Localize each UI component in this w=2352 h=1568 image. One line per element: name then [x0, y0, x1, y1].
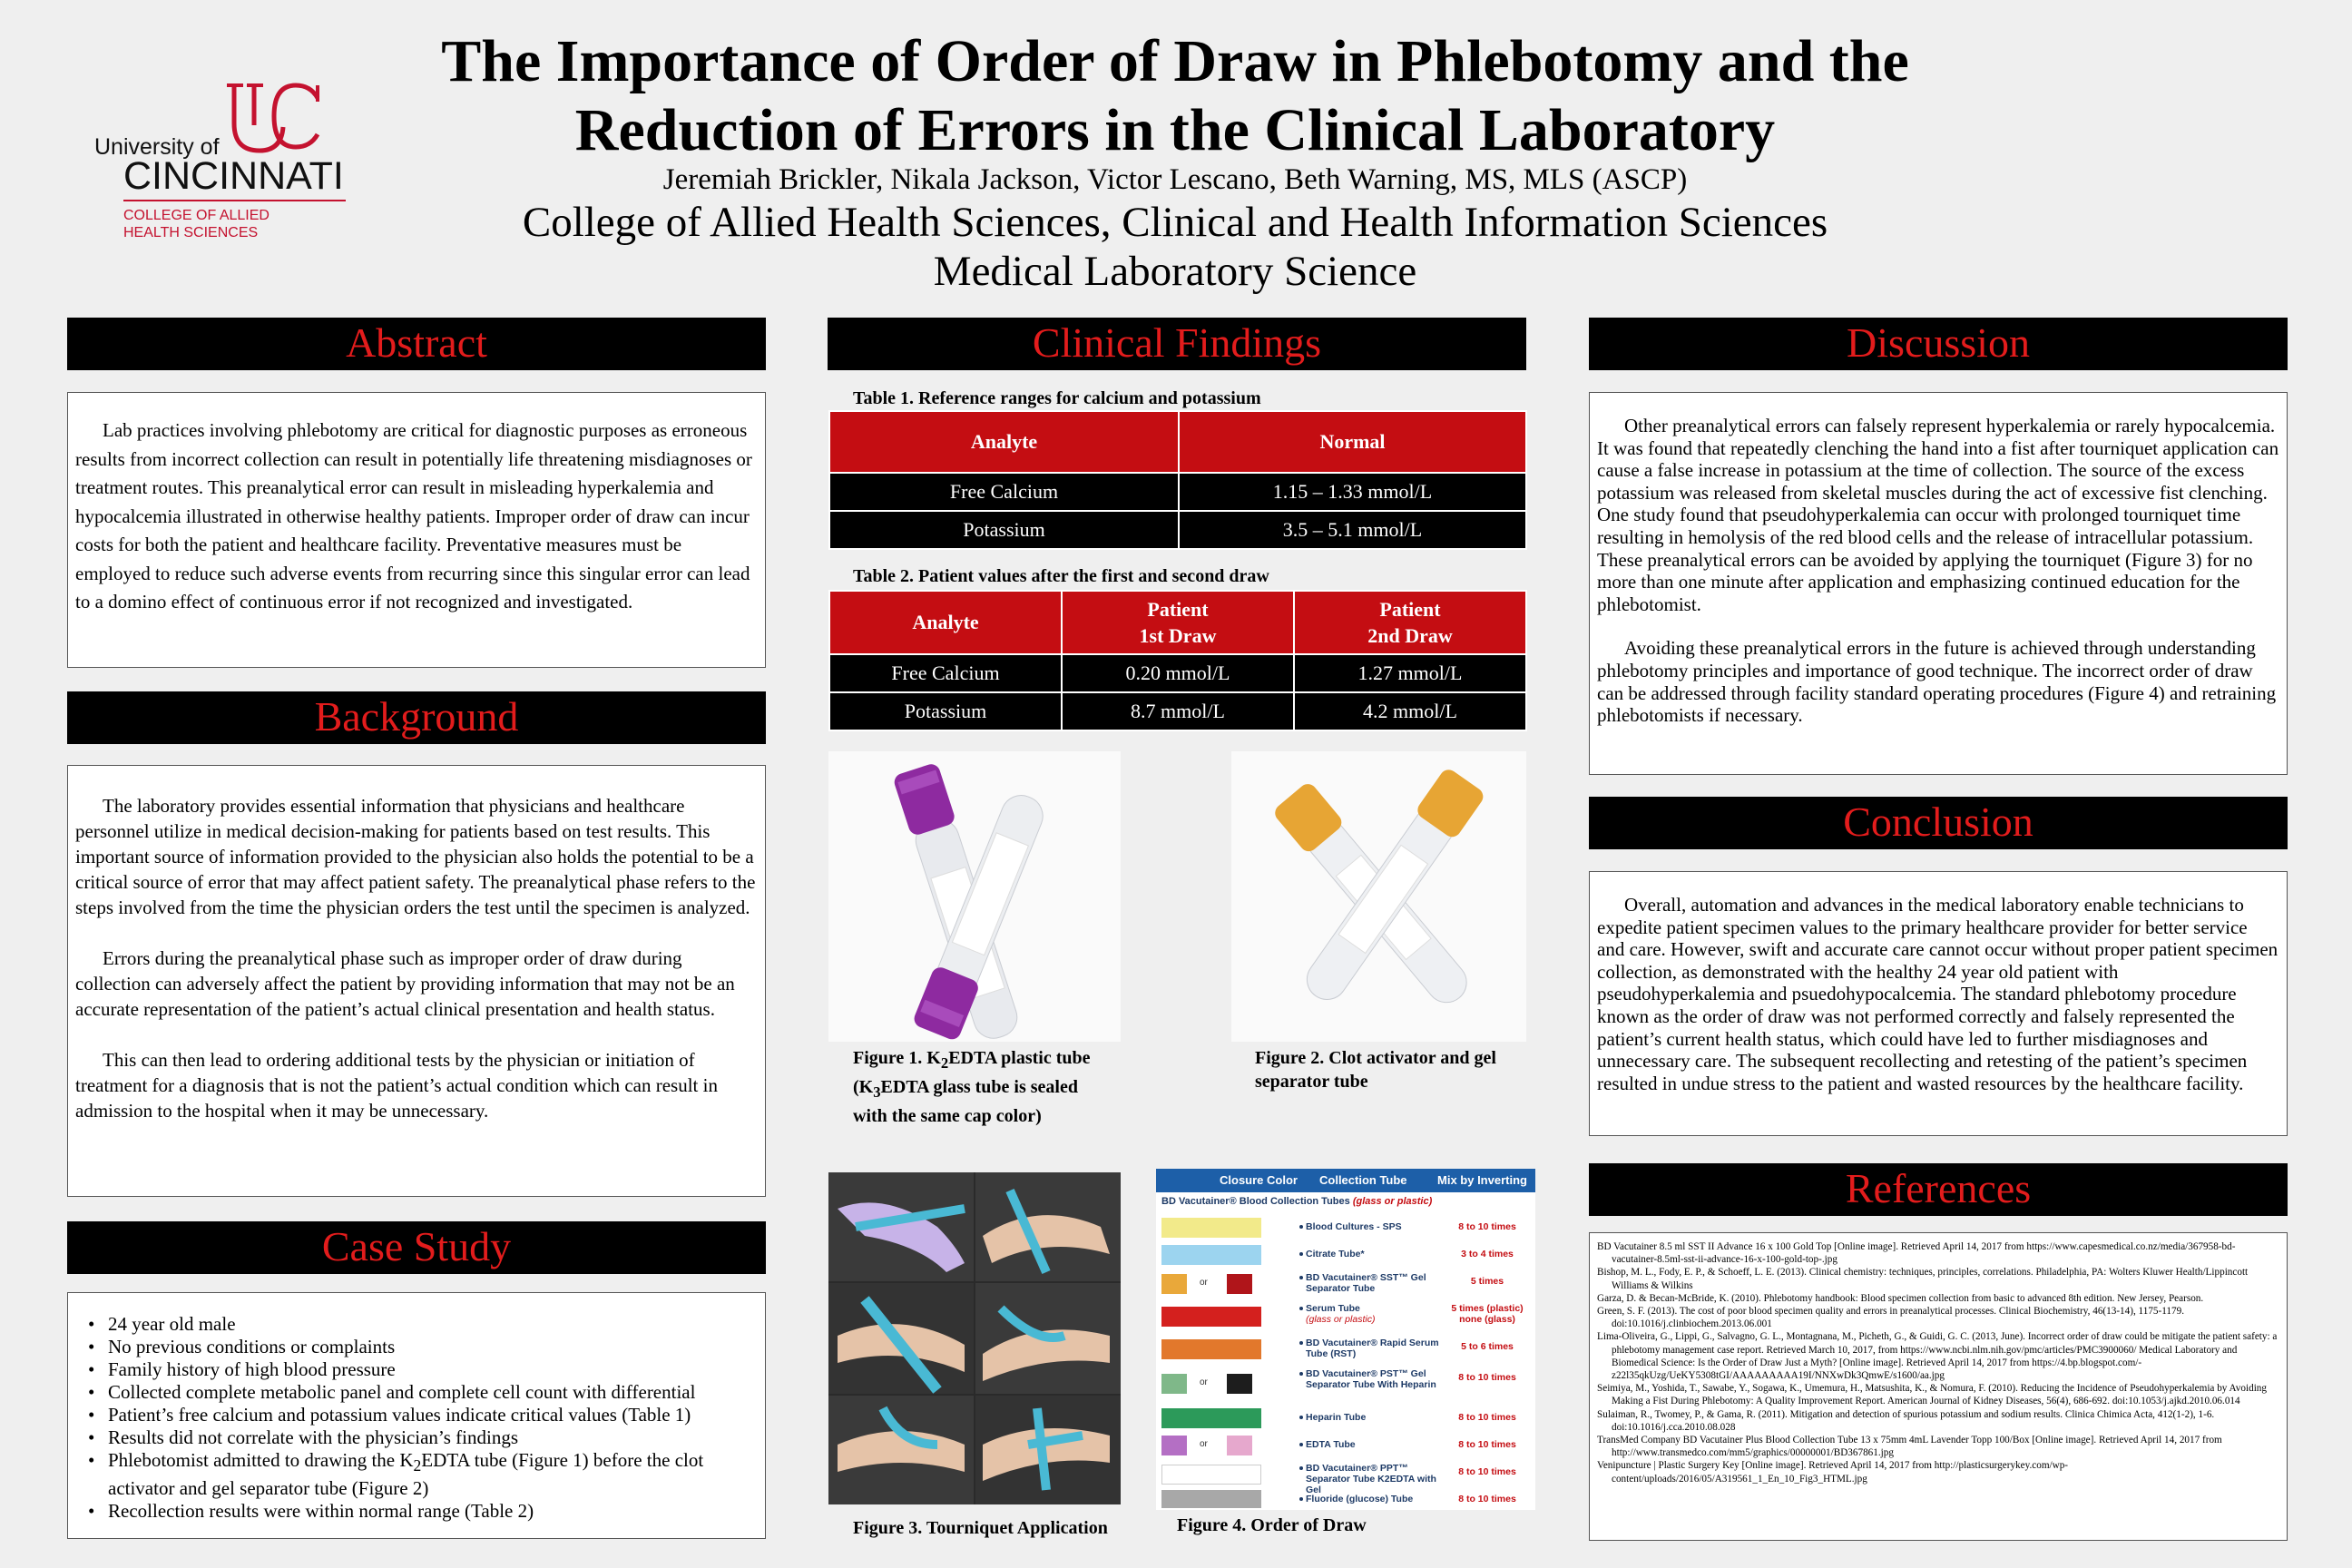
t1-header: Analyte [829, 411, 1179, 473]
order-tube: BD Vacutainer® PST™ Gel Separator Tube With Heparin [1306, 1368, 1436, 1390]
bullet-dot [1299, 1252, 1303, 1256]
background-box [67, 765, 766, 1197]
figure-3-caption: Figure 3. Tourniquet Application [853, 1518, 1108, 1538]
case-item7-sub: 2 [413, 1456, 422, 1475]
college-line: College of Allied Health Sciences, Clinical and Health Information Sciences [522, 199, 1828, 246]
case-item: • Recollection results were within normal range (Table 2) [75, 1500, 758, 1523]
order-chart-subtitle-text: BD Vacutainer® Blood Collection Tubes [1161, 1196, 1350, 1207]
case-item: • 24 year old male [75, 1313, 758, 1336]
discussion-heading: Discussion [1589, 318, 2288, 370]
t2-cell: 8.7 mmol/L [1062, 692, 1294, 730]
order-row [1156, 1301, 1535, 1332]
case-item7-a: Phlebotomist admitted to drawing the K [108, 1449, 414, 1471]
order-tube-note: (glass or plastic) [1306, 1314, 1376, 1325]
order-mix: 8 to 10 times [1458, 1439, 1516, 1450]
fig1-text: (K [853, 1077, 874, 1097]
order-row [1156, 1461, 1535, 1495]
fig1-line2 [853, 1075, 1125, 1104]
patient-values-table [828, 590, 1527, 731]
order-mix: 3 to 4 times [1461, 1249, 1514, 1259]
reference-ranges-table [828, 410, 1527, 550]
t1-cell: Potassium [829, 511, 1179, 549]
bullet-dot [1299, 1225, 1303, 1229]
t1-cell: 1.15 – 1.33 mmol/L [1179, 473, 1526, 511]
bullet-dot [1299, 1307, 1303, 1310]
case-study-heading: Case Study [67, 1221, 766, 1274]
closure-swatch [1161, 1374, 1187, 1394]
bullet-dot [1299, 1341, 1303, 1345]
case-item7-b: EDTA tube (Figure 1) before the clot activator and gel separator tube (Figure 2) [108, 1449, 704, 1500]
background-p2: Errors during the preanalytical phase such as improper order of draw during collection can adversely affect the patient by providing information that may not be an accurate representation of the patient’s actual clinical presentation and health status. [75, 947, 735, 1020]
t2-header [1062, 591, 1294, 654]
reference-item: Venipuncture | Plastic Surgery Key [Online image]. Retrieved April 14, 2017 from http://plasticsurgerykey.com/wp-content/uploads/2016/05/A319561_1_En_10_Fig3_HTML.jpg [1597, 1460, 2069, 1485]
closure-swatch-alt [1227, 1374, 1252, 1394]
case-item: • No previous conditions or complaints [75, 1336, 758, 1358]
poster-title [299, 27, 2051, 165]
order-mix: 8 to 10 times [1458, 1221, 1516, 1232]
order-mix: 8 to 10 times [1458, 1372, 1516, 1383]
figure-2-gold-tubes [1231, 751, 1526, 1042]
closure-swatch-alt [1227, 1274, 1252, 1294]
closure-swatch-alt [1227, 1436, 1252, 1455]
fig1-sub: 3 [873, 1083, 881, 1101]
t2-cell: Potassium [829, 692, 1062, 730]
conclusion-heading: Conclusion [1589, 797, 2288, 849]
bullet-dot [1299, 1497, 1303, 1501]
t2-header [1294, 591, 1526, 654]
order-chart-col3: Mix by Inverting [1437, 1173, 1527, 1187]
fig1-text: EDTA plastic tube [948, 1048, 1091, 1068]
order-row [1156, 1406, 1535, 1430]
t2-header: Analyte [829, 591, 1062, 654]
bullet-dot [1299, 1416, 1303, 1419]
order-row [1156, 1270, 1535, 1298]
order-row [1156, 1367, 1535, 1403]
figure-3-tourniquet [828, 1172, 1121, 1504]
t2-header-line: Patient [1147, 598, 1209, 621]
bullet-dot [1299, 1372, 1303, 1376]
case-item: • Patient’s free calcium and potassium values indicate critical values (Table 1) [75, 1404, 758, 1426]
background-heading: Background [67, 691, 766, 744]
conclusion-text: Overall, automation and advances in the medical laboratory enable technicians to expedite patient specimen values to the primary healthcare provider for better service and care. However, swift and accurate care cannot occur without proper patient specimen collection, as demonstrated with the healthy 24 year old patient with pseudohyperkalemia and psuedohypocalcemia. The standard phlebotomy procedure known as the order of draw was not performed correctly and falsely represented the patient’s current health status, which could have led to further misdiagnoses and unnecessary care. The subsequent recollecting and retesting of the patient’s specimen resulted in undue stress to the patient and wasted resources by the healthcare facility. [1597, 894, 2278, 1094]
figure-4-order-of-draw [1156, 1169, 1535, 1510]
logo-college-line1: COLLEGE OF ALLIED [123, 208, 270, 223]
tourniquet-image [828, 1172, 1121, 1504]
reference-item: BD Vacutainer 8.5 ml SST II Advance 16 x 100 Gold Top [Online image]. Retrieved April 14, 2017 from https://www.capesmedical.co.nz/media/367958-bd-vacutainer-8.5ml-sst-ii-advance-16-x-100-gold-top-.jpg [1597, 1241, 2236, 1266]
closure-swatch [1161, 1436, 1187, 1455]
figure-1-edta-tubes [828, 751, 1121, 1042]
order-mix: 8 to 10 times [1458, 1412, 1516, 1423]
fig1-text: EDTA glass tube is sealed [880, 1077, 1078, 1097]
t2-cell: 0.20 mmol/L [1062, 654, 1294, 692]
bullet-dot [1299, 1276, 1303, 1279]
reference-item: Garza, D. & Becan-McBride, K. (2010). Phlebotomy handbook: Blood specimen collection from basic to advanced 8th edition. New Jersey, Pearson. [1597, 1292, 2204, 1304]
references-box [1589, 1232, 2288, 1541]
closure-swatch [1161, 1307, 1261, 1327]
title-line-1: The Importance of Order of Draw in Phlebotomy and the [441, 28, 1909, 94]
order-chart-header [1156, 1169, 1535, 1192]
title-line-2: Reduction of Errors in the Clinical Laboratory [574, 97, 1776, 163]
case-item: • Family history of high blood pressure [75, 1358, 758, 1381]
closure-swatch [1161, 1274, 1187, 1294]
t2-cell: 4.2 mmol/L [1294, 692, 1526, 730]
t2-cell: 1.27 mmol/L [1294, 654, 1526, 692]
or-label: or [1200, 1377, 1208, 1387]
table2-caption: Table 2. Patient values after the first and second draw [853, 566, 1269, 586]
t2-header-line: Patient [1379, 598, 1441, 621]
order-row [1156, 1434, 1535, 1457]
references-heading: References [1589, 1163, 2288, 1216]
or-label: or [1200, 1278, 1208, 1288]
abstract-heading: Abstract [67, 318, 766, 370]
reference-item: Bishop, M. L., Fody, E. P., & Schoeff, L. E. (2013). Clinical chemistry: techniques, principles, correlations. Philadelphia, PA: Wolters Kluwer Health/Lippincott Williams & Wilkins [1597, 1267, 2249, 1291]
lavender-tube-image [828, 751, 1121, 1042]
closure-swatch [1161, 1490, 1261, 1508]
figure-4-caption: Figure 4. Order of Draw [1177, 1515, 1367, 1535]
figure-1-caption [853, 1046, 1125, 1128]
closure-swatch [1161, 1408, 1261, 1428]
order-row [1156, 1336, 1535, 1363]
fig1-text: Figure 1. K [853, 1048, 941, 1068]
findings-heading: Clinical Findings [828, 318, 1526, 370]
or-label: or [1200, 1439, 1208, 1449]
closure-swatch [1161, 1245, 1261, 1265]
order-chart-col1: Closure Color [1220, 1173, 1298, 1187]
order-tube [1306, 1303, 1451, 1325]
order-mix: 8 to 10 times [1458, 1466, 1516, 1477]
logo-cincinnati-text: CINCINNATI [123, 154, 344, 198]
order-chart-subtitle [1161, 1196, 1432, 1207]
discussion-box [1589, 392, 2288, 775]
order-mix: 8 to 10 times [1458, 1494, 1516, 1504]
discussion-p2: Avoiding these preanalytical errors in the future is achieved through understanding phlebotomy principles and importance of good technique. The incorrect order of draw can be addressed through facility standard operating procedures (Figure 4) and retraining phlebotomists if necessary. [1597, 637, 2277, 727]
abstract-box [67, 392, 766, 668]
order-tube: BD Vacutainer® PPT™ Separator Tube K2EDTA with Gel [1306, 1463, 1436, 1495]
abstract-text: Lab practices involving phlebotomy are critical for diagnostic purposes as erroneous results from incorrect collection can result in potentially life threatening misdiagnoses or treatment routes. This preanalytical error can result in misleading hyperkalemia and hypocalcemia illustrated in otherwise healthy patients. Improper order of draw can incur costs for both the patient and healthcare facility. Preventative measures must be employed to reduce such adverse events from recurring since this singular error can lead to a domino effect of continuous error if not recognized and investigated. [75, 419, 752, 612]
logo-college-line2: HEALTH SCIENCES [123, 225, 259, 240]
order-tube: BD Vacutainer® SST™ Gel Separator Tube [1306, 1272, 1426, 1294]
t1-cell: 3.5 – 5.1 mmol/L [1179, 511, 1526, 549]
order-tube-text: Serum Tube [1306, 1303, 1360, 1314]
background-p3: This can then lead to ordering additional tests by the physician or initiation of treatment for a diagnosis that is not the patient’s actual condition which can result in admission to the hospital when it may be unnecessary. [75, 1049, 718, 1122]
case-item: • Collected complete metabolic panel and complete cell count with differential [75, 1381, 758, 1404]
bullet-dot [1299, 1466, 1303, 1470]
bullet-dot [1299, 1443, 1303, 1446]
conclusion-box [1589, 871, 2288, 1136]
order-mix: 5 times (plastic) none (glass) [1451, 1303, 1524, 1325]
closure-swatch [1161, 1218, 1261, 1238]
order-mix: 5 times [1470, 1276, 1504, 1287]
order-chart-col2: Collection Tube [1319, 1173, 1407, 1187]
fig1-line1 [853, 1046, 1125, 1075]
reference-item: Lima-Oliveira, G., Lippi, G., Salvagno, G. L., Montagnana, M., Picheth, G., & Guidi, G. C. (2013, June). Incorrect order of draw could be mitigate the patient safety: a phlebotomy management case report. Retrieved March 10, 2017, from https://www.ncbi.nlm.nih.gov/pmc/articles/PMC3900060/ Medical Laboratory and Biomedical Science: Is the Order of Draw Just a Myth? [Online image]. Retrieved April 14, 2017 from https://4.bp.blogspot.com/-z22l35qkUzg/UeKY5308tGI/AAAAAAAAA19I/NNXwDk3QmwE/s1600/aa.jpg [1597, 1331, 2278, 1382]
reference-item: Green, S. F. (2013). The cost of poor blood specimen quality and errors in preanalytical processes. Clinical Biochemistry, 46(13-14), 1175-1179. doi:10.1016/j.clinbiochem.2013.06.001 [1597, 1306, 2184, 1330]
logo-university-text: University of [94, 134, 220, 160]
order-row [1156, 1243, 1535, 1267]
background-p1: The laboratory provides essential information that physicians and healthcare personnel utilize in medical decision-making for patients based on test results. This important source of information provided to the physician also holds the potential to be a critical source of error that may affect patient safety. The preanalytical phase refers to the steps involved from the time the physician orders the test until the specimen is analyzed. [75, 795, 756, 918]
order-row [1156, 1490, 1535, 1510]
program-line: Medical Laboratory Science [933, 248, 1417, 295]
closure-swatch [1161, 1465, 1261, 1485]
order-tube: Fluoride (glucose) Tube [1306, 1494, 1414, 1504]
t2-header-line: 1st Draw [1139, 624, 1217, 647]
case-item: • Results did not correlate with the physician’s findings [75, 1426, 758, 1449]
order-row [1156, 1216, 1535, 1240]
fig1-sub: 2 [940, 1054, 949, 1072]
order-chart-subtitle-note: (glass or plastic) [1352, 1196, 1433, 1207]
gold-tube-image [1231, 751, 1526, 1042]
authors: Jeremiah Brickler, Nikala Jackson, Victor Lescano, Beth Warning, MS, MLS (ASCP) [662, 163, 1688, 196]
case-study-list [75, 1313, 758, 1523]
case-study-box [67, 1292, 766, 1539]
t1-header: Normal [1179, 411, 1526, 473]
t1-cell: Free Calcium [829, 473, 1179, 511]
reference-item: TransMed Company BD Vacutainer Plus Blood Collection Tube 13 x 75mm 4mL Lavender Topp 100/Box [Online image]. Retrieved April 14, 2017 from http://www.transmedco.com/mm5/graphics/00000001/BD367861.jpg [1597, 1435, 2222, 1459]
reference-item: Seimiya, M., Yoshida, T., Sawabe, Y., Sogawa, K., Umemura, H., Matsushita, K., & Nomura, F. (2010). Reducing the Incidence of Pseudohyperkalemia by Avoiding Making a Fist During Phlebotomy: A Quality Improvement Report. American Journal of Kidney Diseases, 56(4), 686-692. doi:10.1053/j.ajkd.2010.06.014 [1597, 1383, 2267, 1407]
order-tube: Blood Cultures - SPS [1306, 1221, 1402, 1232]
order-tube: Citrate Tube* [1306, 1249, 1365, 1259]
order-mix: 5 to 6 times [1461, 1341, 1514, 1352]
case-item [75, 1449, 758, 1500]
order-tube: BD Vacutainer® Rapid Serum Tube (RST) [1306, 1338, 1439, 1359]
fig1-line3: with the same cap color) [853, 1106, 1042, 1126]
order-tube: Heparin Tube [1306, 1412, 1367, 1423]
discussion-p1: Other preanalytical errors can falsely represent hyperkalemia or rarely hypocalcemia. It was found that repeatedly clenching the hand into a fist after tourniquet application can cause a false increase in potassium at the time of collection. The source of the excess potassium was released from skeletal muscles during the act of excessive fist clenching. One study found that pseudohyperkalemia can occur with prolonged tourniquet time resulting in hemolysis of the red blood cells and the release of intracellular potassium. These preanalytical errors can be avoided by applying the tourniquet (Figure 3) for no more than one minute after application and emphasizing continued education for the phlebotomist. [1597, 415, 2279, 615]
figure-2-caption: Figure 2. Clot activator and gel separator tube [1255, 1048, 1496, 1092]
t2-cell: Free Calcium [829, 654, 1062, 692]
reference-item: Sulaiman, R., Twomey, P., & Gama, R. (2011). Mitigation and detection of spurious potassium and sodium results. Clinica Chimica Acta, 412(1-2), 1-6. doi:10.1016/j.cca.2010.08.028 [1597, 1408, 2215, 1433]
closure-swatch [1161, 1339, 1261, 1359]
order-tube: EDTA Tube [1306, 1439, 1356, 1450]
t2-header-line: 2nd Draw [1367, 624, 1453, 647]
table1-caption: Table 1. Reference ranges for calcium and potassium [853, 388, 1261, 408]
